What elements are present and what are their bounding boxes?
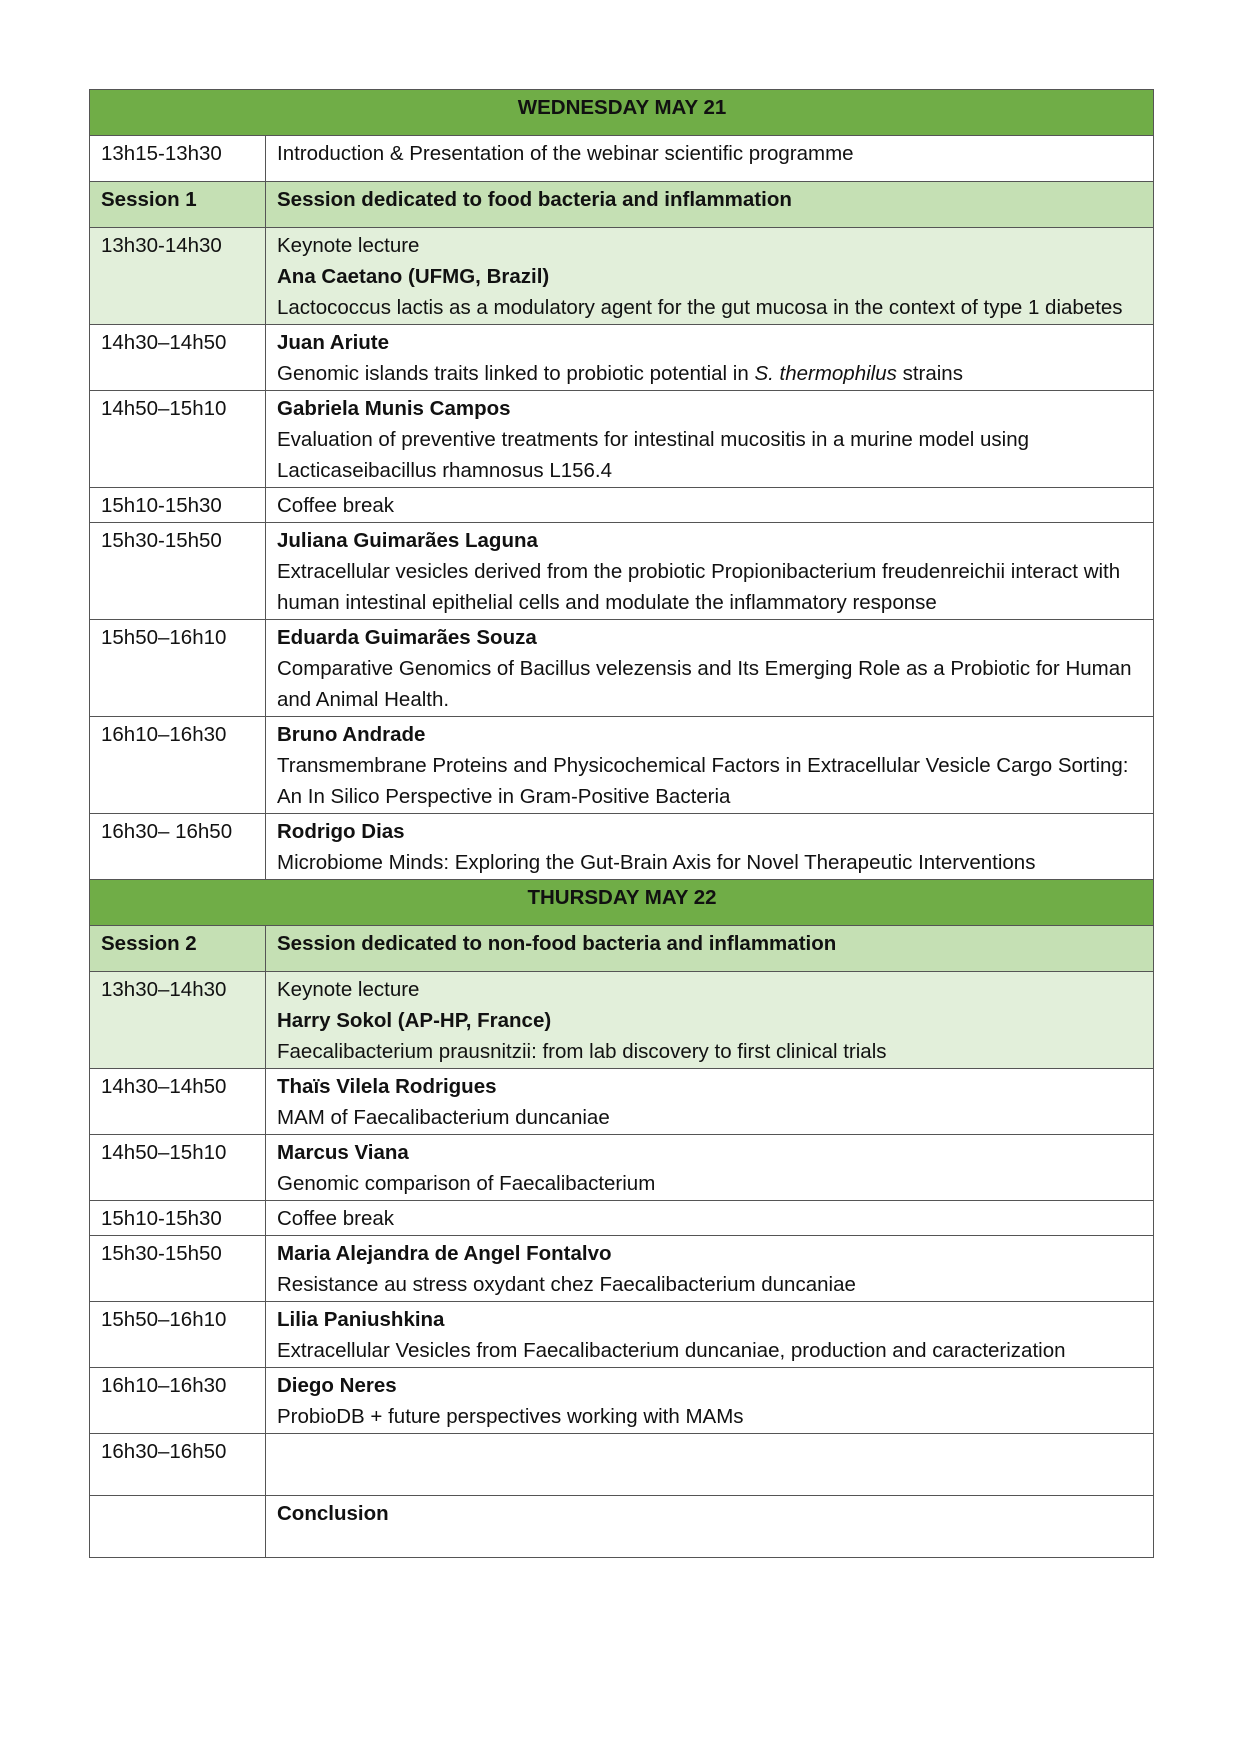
- talk-title-part: Genomic islands traits linked to probiotic potential in: [277, 362, 755, 385]
- talk-row: [90, 391, 1154, 488]
- talk-cell: [266, 717, 1154, 814]
- talk-row: [90, 523, 1154, 620]
- talk-row: [90, 620, 1154, 717]
- time-cell: 15h30-15h50: [90, 1236, 266, 1302]
- talk-row: [90, 325, 1154, 391]
- talk-title: MAM of Faecalibacterium duncaniae: [277, 1106, 610, 1129]
- day-title: WEDNESDAY MAY 21: [90, 90, 1154, 136]
- session-header-row: [90, 182, 1154, 228]
- talk-row: [90, 1069, 1154, 1135]
- speaker-name: Marcus Viana: [277, 1141, 409, 1164]
- keynote-cell: [266, 228, 1154, 325]
- time-cell: 15h50–16h10: [90, 1302, 266, 1368]
- day-header-row: [90, 880, 1154, 926]
- talk-title: Microbiome Minds: Exploring the Gut-Brain Axis for Novel Therapeutic Interventions: [277, 851, 1036, 874]
- talk-title: Faecalibacterium prausnitzii: from lab discovery to first clinical trials: [277, 1040, 887, 1063]
- intro-text: Introduction & Presentation of the webinar scientific programme: [266, 136, 1154, 182]
- talk-row: [90, 1368, 1154, 1434]
- talk-title: [277, 358, 1143, 389]
- speaker-name: Juliana Guimarães Laguna: [277, 529, 538, 552]
- talk-cell: [266, 1302, 1154, 1368]
- talk-row: [90, 1236, 1154, 1302]
- time-cell: 15h50–16h10: [90, 620, 266, 717]
- keynote-row: [90, 972, 1154, 1069]
- intro-row: [90, 136, 1154, 182]
- keynote-cell: [266, 972, 1154, 1069]
- empty-time-cell: [90, 1496, 266, 1558]
- time-cell: 16h30– 16h50: [90, 814, 266, 880]
- speaker-name: Juan Ariute: [277, 331, 390, 354]
- time-cell: 15h30-15h50: [90, 523, 266, 620]
- talk-title: Lactococcus lactis as a modulatory agent for the gut mucosa in the context of type 1 diabetes: [277, 296, 1123, 319]
- speaker-name: Diego Neres: [277, 1374, 397, 1397]
- session-label: Session 2: [90, 926, 266, 972]
- keynote-row: [90, 228, 1154, 325]
- time-cell: 13h30-14h30: [90, 228, 266, 325]
- time-cell: 14h30–14h50: [90, 1069, 266, 1135]
- break-label: Coffee break: [266, 1201, 1154, 1236]
- talk-cell: [266, 1236, 1154, 1302]
- conclusion-text: Conclusion: [277, 1502, 389, 1525]
- programme-table: [89, 89, 1154, 1558]
- talk-cell: [266, 1368, 1154, 1434]
- session-title: Session dedicated to food bacteria and inflammation: [266, 182, 1154, 228]
- time-cell: 16h10–16h30: [90, 1368, 266, 1434]
- species-name: S. thermophilus: [754, 362, 897, 385]
- talk-cell: [266, 523, 1154, 620]
- talk-cell: [266, 814, 1154, 880]
- talk-row: [90, 1135, 1154, 1201]
- talk-title: Evaluation of preventive treatments for intestinal mucositis in a murine model using Lacticaseibacillus rhamnosus L156.4: [277, 428, 1030, 482]
- talk-row: [90, 1302, 1154, 1368]
- keynote-kind: Keynote lecture: [277, 234, 420, 257]
- day-header-row: [90, 90, 1154, 136]
- time-cell: 14h30–14h50: [90, 325, 266, 391]
- time-cell: 14h50–15h10: [90, 391, 266, 488]
- time-cell: 16h10–16h30: [90, 717, 266, 814]
- talk-cell: [266, 620, 1154, 717]
- talk-title: Genomic comparison of Faecalibacterium: [277, 1172, 656, 1195]
- talk-cell: [266, 391, 1154, 488]
- talk-row: [90, 717, 1154, 814]
- keynote-kind: Keynote lecture: [277, 978, 420, 1001]
- break-label: Coffee break: [266, 488, 1154, 523]
- talk-cell: [266, 1069, 1154, 1135]
- talk-title: Extracellular vesicles derived from the probiotic Propionibacterium freudenreichii interact with human intestinal epithelial cells and modulate the inflammatory response: [277, 560, 1121, 614]
- talk-cell: [266, 1135, 1154, 1201]
- session-header-row: [90, 926, 1154, 972]
- talk-title: Transmembrane Proteins and Physicochemical Factors in Extracellular Vesicle Cargo Sorting: An In Silico Perspective in Gram-Positive Bacteria: [277, 754, 1129, 808]
- conclusion-label: [266, 1496, 1154, 1558]
- time-cell: 14h50–15h10: [90, 1135, 266, 1201]
- session-label: Session 1: [90, 182, 266, 228]
- speaker-name: Thaïs Vilela Rodrigues: [277, 1075, 497, 1098]
- time-cell: 15h10-15h30: [90, 488, 266, 523]
- talk-title: Comparative Genomics of Bacillus velezensis and Its Emerging Role as a Probiotic for Human and Animal Health.: [277, 657, 1132, 711]
- speaker-name: Harry Sokol (AP-HP, France): [277, 1009, 552, 1032]
- speaker-name: Bruno Andrade: [277, 723, 426, 746]
- session-title: Session dedicated to non-food bacteria and inflammation: [266, 926, 1154, 972]
- day-title: THURSDAY MAY 22: [90, 880, 1154, 926]
- speaker-name: Gabriela Munis Campos: [277, 397, 511, 420]
- break-row: [90, 488, 1154, 523]
- break-row: [90, 1201, 1154, 1236]
- time-cell: 15h10-15h30: [90, 1201, 266, 1236]
- speaker-name: Ana Caetano (UFMG, Brazil): [277, 265, 550, 288]
- time-cell: 16h30–16h50: [90, 1434, 266, 1496]
- talk-title-part: strains: [896, 362, 963, 385]
- talk-title: ProbioDB + future perspectives working with MAMs: [277, 1405, 744, 1428]
- time-cell: 13h15-13h30: [90, 136, 266, 182]
- speaker-name: Maria Alejandra de Angel Fontalvo: [277, 1242, 612, 1265]
- talk-cell: [266, 325, 1154, 391]
- time-cell: 13h30–14h30: [90, 972, 266, 1069]
- talk-title: Extracellular Vesicles from Faecalibacterium duncaniae, production and caracterization: [277, 1339, 1066, 1362]
- talk-title: Resistance au stress oxydant chez Faecalibacterium duncaniae: [277, 1273, 856, 1296]
- talk-row: [90, 1434, 1154, 1496]
- talk-row: [90, 814, 1154, 880]
- speaker-name: Lilia Paniushkina: [277, 1308, 445, 1331]
- speaker-name: Eduarda Guimarães Souza: [277, 626, 537, 649]
- empty-talk-cell: [266, 1434, 1154, 1496]
- conclusion-row: [90, 1496, 1154, 1558]
- speaker-name: Rodrigo Dias: [277, 820, 405, 843]
